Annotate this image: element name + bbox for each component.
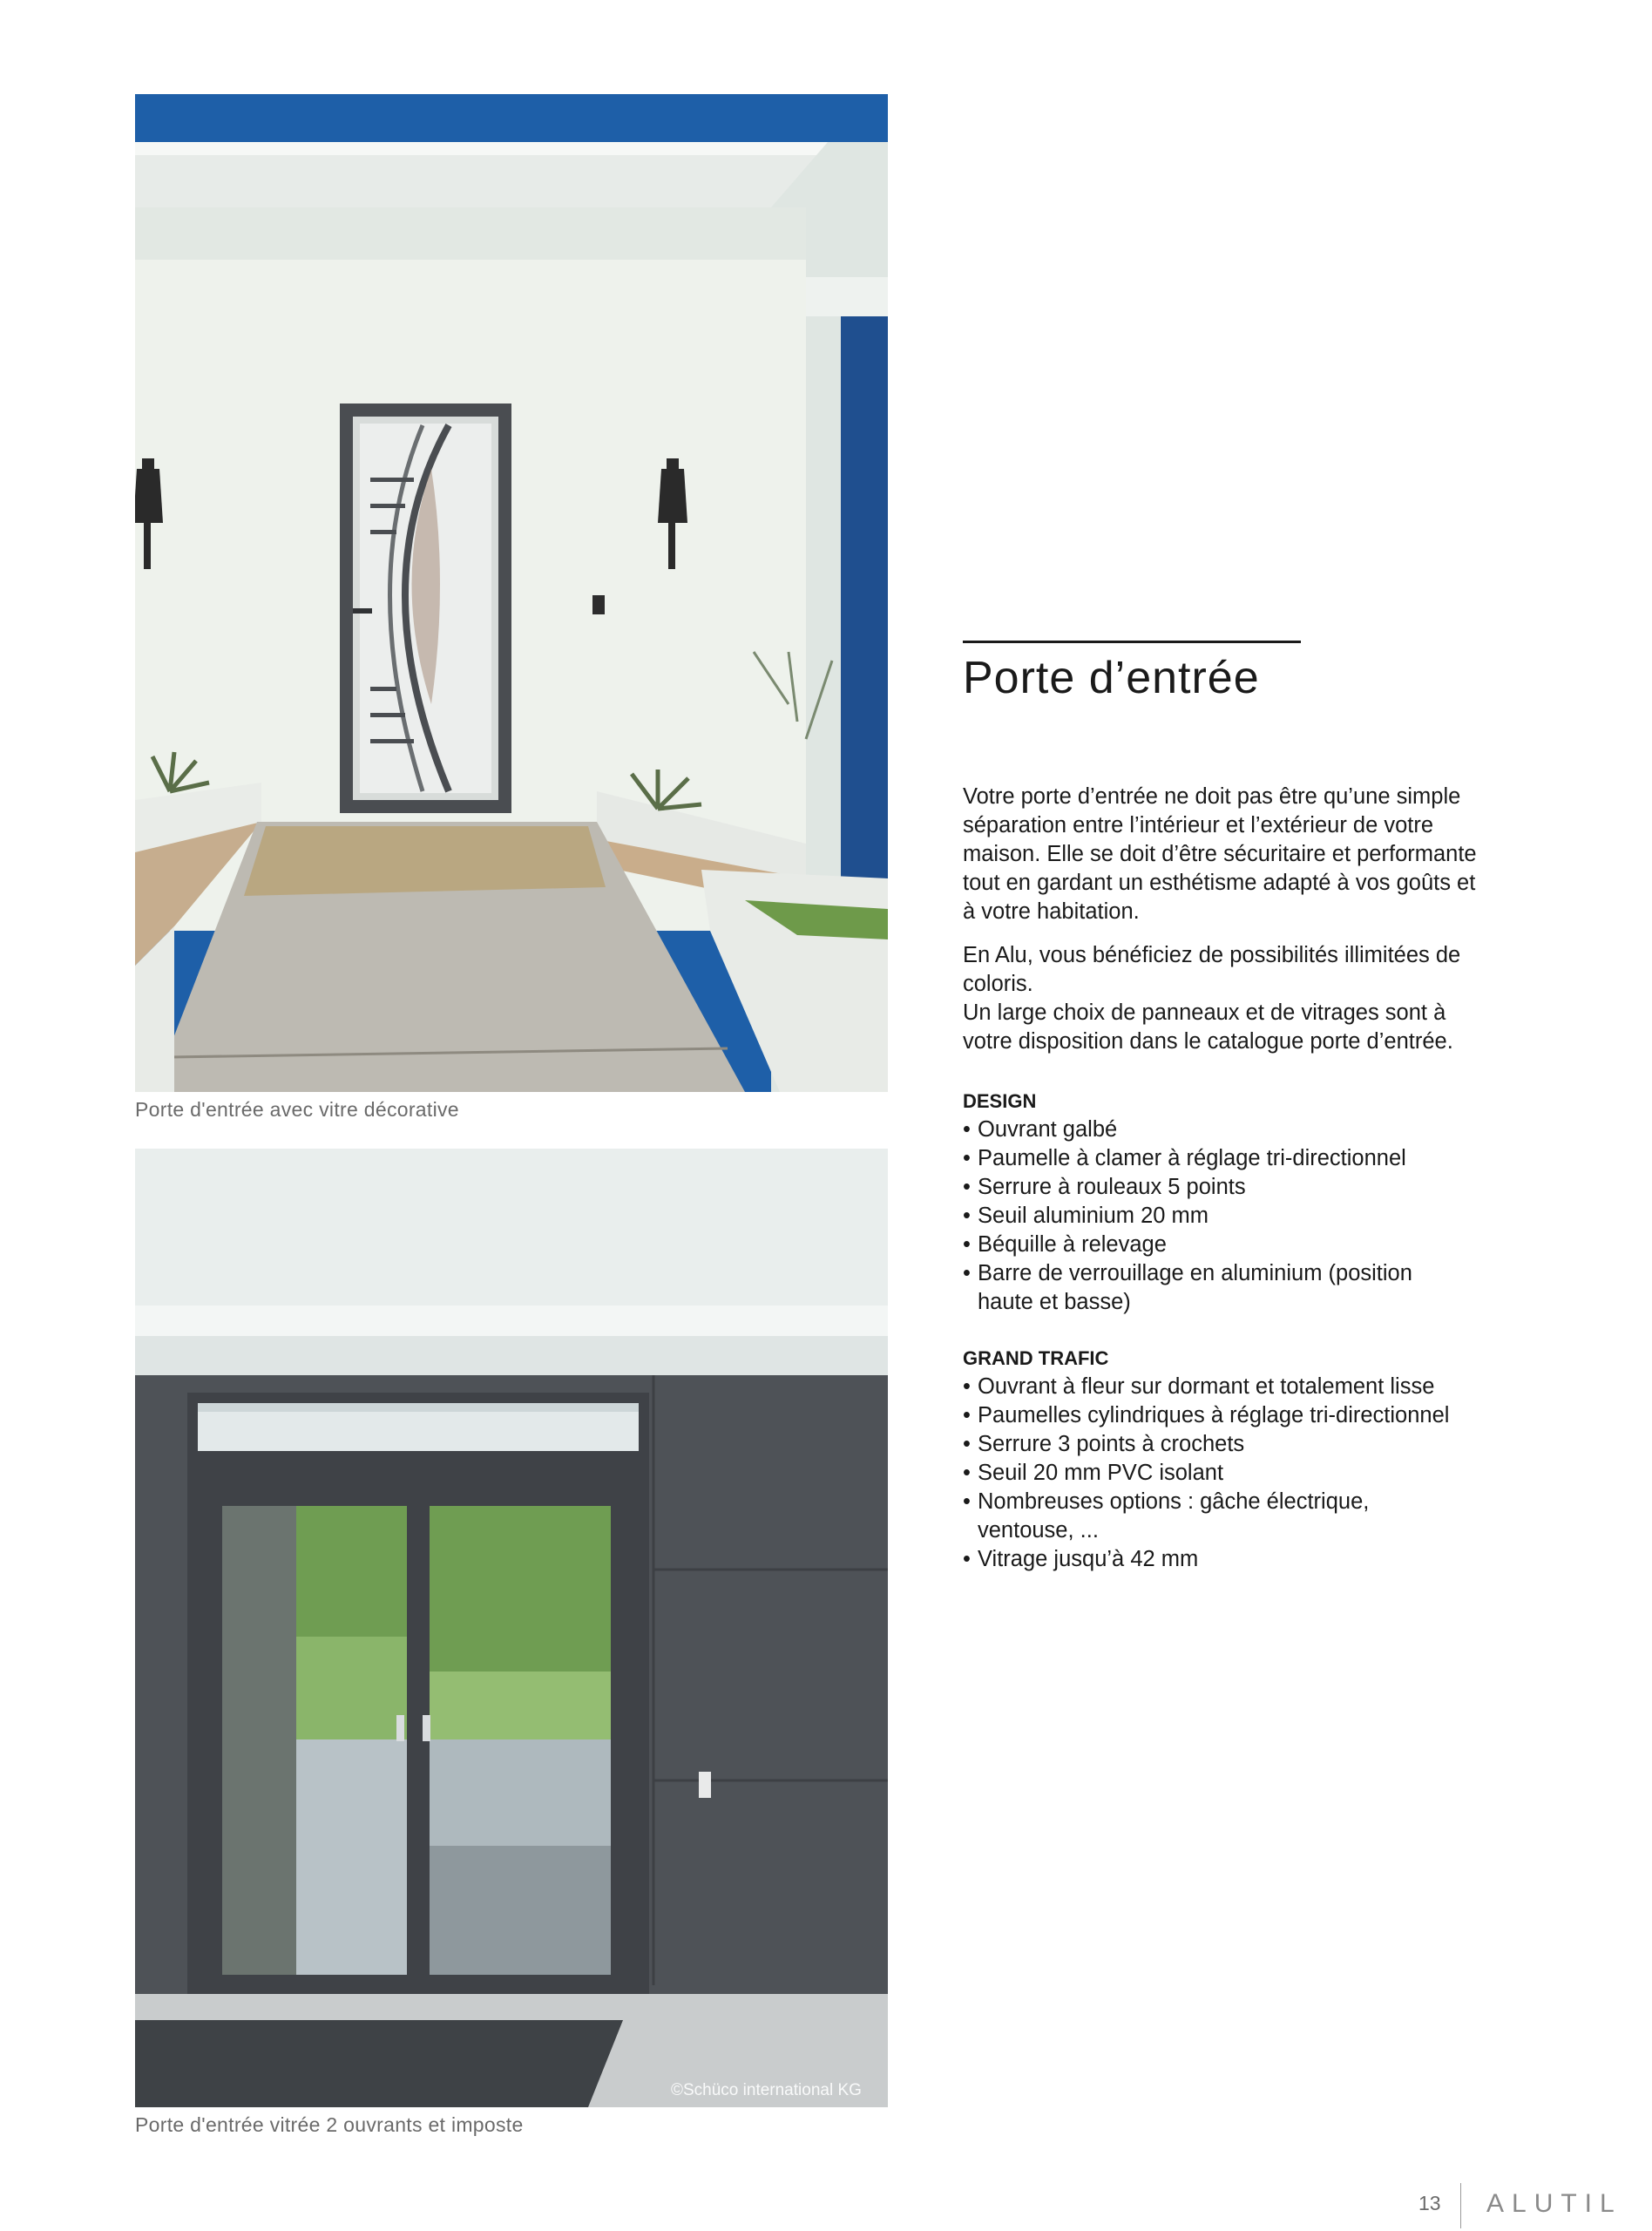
- page-number: 13: [1418, 2192, 1441, 2214]
- list-item: • Paumelles cylindriques à réglage tri-directionnel: [963, 1401, 1486, 1430]
- title-rule: [963, 641, 1301, 643]
- grand-trafic-heading: GRAND TRAFIC: [963, 1347, 1109, 1369]
- list-item: • Ouvrant galbé: [963, 1116, 1486, 1144]
- design-list: [963, 1116, 1486, 1317]
- photo-caption-top: Porte d'entrée avec vitre décorative: [135, 1098, 459, 1121]
- design-heading: DESIGN: [963, 1090, 1037, 1112]
- brand-logo: ALUTIL: [1486, 2189, 1622, 2218]
- photo-caption-bottom: Porte d'entrée vitrée 2 ouvrants et imposte: [135, 2113, 524, 2136]
- list-item: • Serrure à rouleaux 5 points: [963, 1173, 1486, 1202]
- list-item: • Béquille à relevage: [963, 1231, 1486, 1259]
- photo-credit: ©Schüco international KG: [671, 2081, 862, 2099]
- design-block: [963, 1087, 1486, 1317]
- footer-divider: [1460, 2183, 1461, 2228]
- photo-commercial-double-door: [135, 1149, 888, 2107]
- grand-trafic-block: [963, 1344, 1486, 1574]
- alu-line-1: En Alu, vous bénéficiez de possibilités illimitées de coloris.: [963, 943, 1461, 996]
- photo-entrance-decorative-door: [135, 94, 888, 1092]
- list-item: • Vitrage jusqu’à 42 mm: [963, 1545, 1486, 1574]
- alu-line-2: Un large choix de panneaux et de vitrages sont à votre disposition dans le catalogue porte d’entrée.: [963, 1000, 1453, 1054]
- grand-trafic-list: [963, 1373, 1486, 1574]
- intro-paragraph: Votre porte d’entrée ne doit pas être qu’une simple séparation entre l’intérieur et l’extérieur de votre maison. Elle se doit d’être sécuritaire et performante tout en gardant un esthétisme adapté à vos goûts et à votre habitation.: [963, 784, 1477, 924]
- list-item: • Seuil aluminium 20 mm: [963, 1202, 1486, 1231]
- list-item: • Barre de verrouillage en aluminium (position haute et basse): [963, 1259, 1422, 1317]
- list-item: • Ouvrant à fleur sur dormant et totalement lisse: [963, 1373, 1486, 1401]
- list-item: • Nombreuses options : gâche électrique, ventouse, ...: [963, 1488, 1396, 1545]
- section-title: Porte d’entrée: [963, 653, 1260, 703]
- list-item: • Seuil 20 mm PVC isolant: [963, 1459, 1486, 1488]
- intro-block: [963, 783, 1486, 1056]
- list-item: • Serrure 3 points à crochets: [963, 1430, 1486, 1459]
- list-item: • Paumelle à clamer à réglage tri-directionnel: [963, 1144, 1486, 1173]
